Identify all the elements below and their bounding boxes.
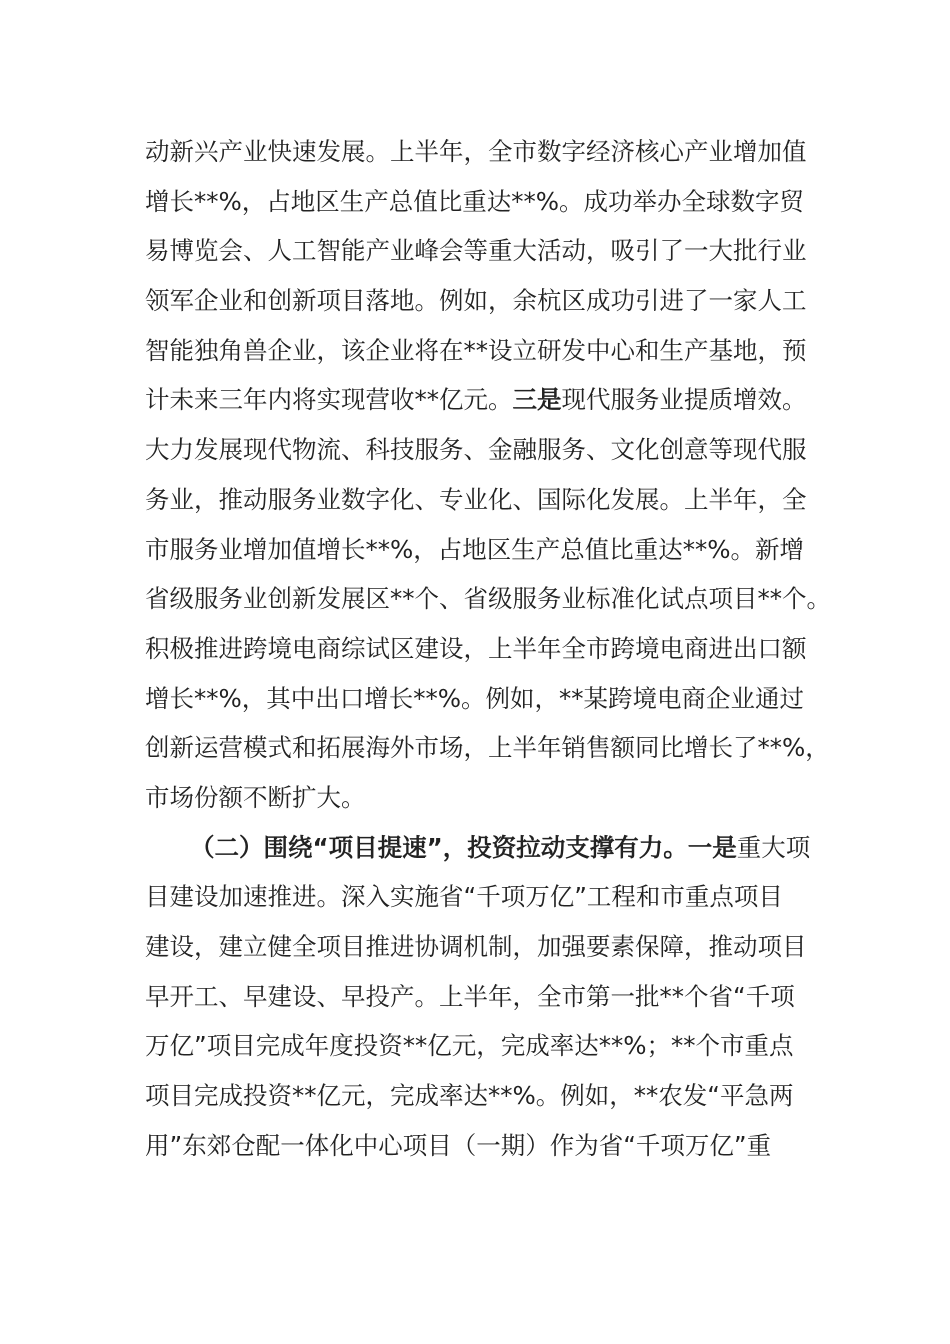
text-line [145,525,810,575]
text-line [145,475,810,525]
text-segment: 省级服务业创新发展区**个、省级服务业标准化试点项目**个。 [145,584,831,614]
text-line [145,1071,810,1121]
bold-text-segment: 三是 [512,385,562,415]
text-line [145,226,810,276]
text-segment: 增长**%，占地区生产总值比重达**%。成功举办全球数字贸 [145,186,805,216]
text-segment: 积极推进跨境电商综试区建设，上半年全市跨境电商进出口额 [145,633,807,663]
text-segment: 市场份额不断扩大。 [145,782,366,812]
bold-text-segment: （二）围绕“项目提速”，投资拉动支撑有力。一是 [190,832,737,862]
text-segment: 智能独角兽企业，该企业将在**设立研发中心和生产基地，预 [145,335,807,365]
text-line [145,674,810,724]
text-line [145,276,810,326]
text-segment: 增长**%，其中出口增长**%。例如，**某跨境电商企业通过 [145,683,805,713]
text-segment: 现代服务业提质增效。 [561,385,807,415]
text-segment: 领军企业和创新项目落地。例如，余杭区成功引进了一家人工 [145,286,807,316]
document-body [145,127,831,1170]
text-segment: 用”东郊仓配一体化中心项目（一期）作为省“千项万亿”重 [145,1130,772,1160]
text-segment: 重大项 [736,832,811,862]
text-line [145,823,810,873]
text-line [145,1121,810,1171]
text-line [145,574,831,624]
text-line [145,773,810,823]
text-segment: 大力发展现代物流、科技服务、金融服务、文化创意等现代服 [145,435,807,465]
text-line [145,425,810,475]
text-line [145,375,810,425]
text-segment: 动新兴产业快速发展。上半年，全市数字经济核心产业增加值 [145,137,807,166]
text-segment: 目建设加速推进。深入实施省“千项万亿”工程和市重点项目 [145,882,783,912]
text-segment: 创新运营模式和拓展海外市场，上半年销售额同比增长了**%， [145,733,830,763]
text-line [145,972,810,1022]
text-line [145,177,810,227]
text-line [145,326,810,376]
text-line [145,723,830,773]
text-segment: 项目完成投资**亿元，完成率达**%。例如，**农发“平急两 [145,1081,794,1111]
text-segment: 易博览会、人工智能产业峰会等重大活动，吸引了一大批行业 [145,236,807,266]
text-line [145,872,810,922]
text-line [145,127,810,177]
text-line [145,922,810,972]
text-segment: 市服务业增加值增长**%，占地区生产总值比重达**%。新增 [145,534,805,564]
text-segment: 计未来三年内将实现营收**亿元。 [145,385,513,415]
text-line [145,1021,810,1071]
text-segment: 万亿”项目完成年度投资**亿元，完成率达**%；**个市重点 [145,1031,794,1061]
text-segment: 务业，推动服务业数字化、专业化、国际化发展。上半年，全 [145,484,807,514]
text-segment: 建设，建立健全项目推进协调机制，加强要素保障，推动项目 [145,932,807,961]
text-segment: 早开工、早建设、早投产。上半年，全市第一批**个省“千项 [145,981,795,1011]
text-line [145,624,810,674]
